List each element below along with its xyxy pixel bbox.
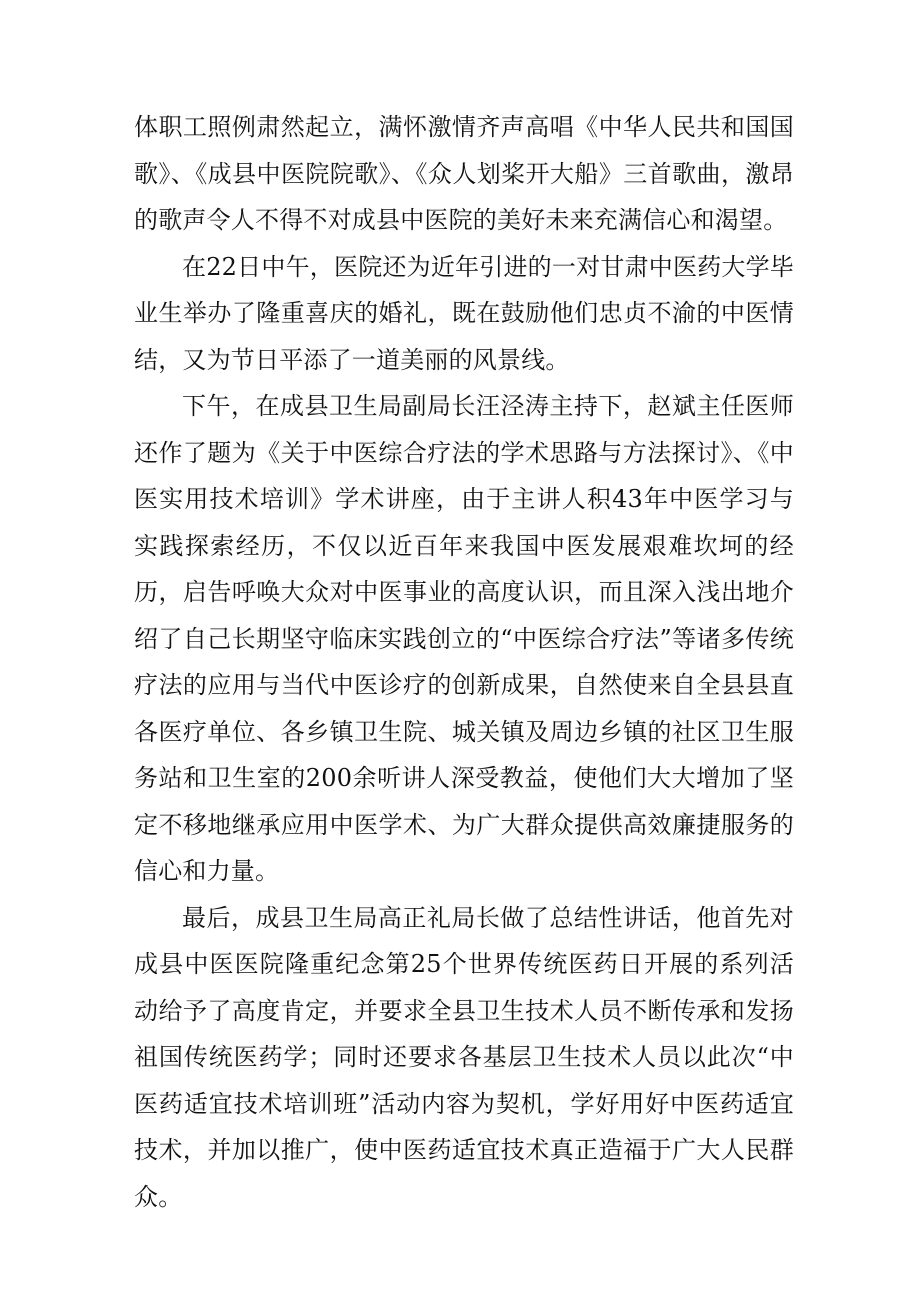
document-body	[134, 104, 794, 1220]
paragraph-4: 最后，成县卫生局高正礼局长做了总结性讲话，他首先对成县中医医院隆重纪念第25个世界传统医药日开展的系列活动给予了高度肯定，并要求全县卫生技术人员不断传承和发扬祖国传统医药学；同时还要求各基层卫生技术人员以此次“中医药适宜技术培训班”活动内容为契机，学好用好中医药适宜技术，并加以推广，使中医药适宜技术真正造福于广大人民群众。	[134, 903, 794, 1211]
paragraph-3: 下午，在成县卫生局副局长汪泾涛主持下，赵斌主任医师还作了题为《关于中医综合疗法的学术思路与方法探讨》、《中医实用技术培训》学术讲座，由于主讲人积43年中医学习与实践探索经历，不仅以近百年来我国中医发展艰难坎坷的经历，启告呼唤大众对中医事业的高度认识，而且深入浅出地介绍了自己长期坚守临床实践创立的“中医综合疗法”等诸多传统疗法的应用与当代中医诊疗的创新成果，自然使来自全县县直各医疗单位、各乡镇卫生院、城关镇及周边乡镇的社区卫生服务站和卫生室的200余听讲人深受教益，使他们大大增加了坚定不移地继承应用中医学术、为广大群众提供高效廉捷服务的信心和力量。	[134, 392, 794, 885]
paragraph-1: 体职工照例肃然起立，满怀激情齐声高唱《中华人民共和国国歌》、《成县中医院院歌》、《众人划桨开大船》三首歌曲，激昂的歌声令人不得不对成县中医院的美好未来充满信心和渴望。	[134, 113, 794, 234]
paragraph-2: 在22日中午，医院还为近年引进的一对甘肃中医药大学毕业生举办了隆重喜庆的婚礼，既在鼓励他们忠贞不渝的中医情结，又为节日平添了一道美丽的风景线。	[134, 252, 794, 374]
